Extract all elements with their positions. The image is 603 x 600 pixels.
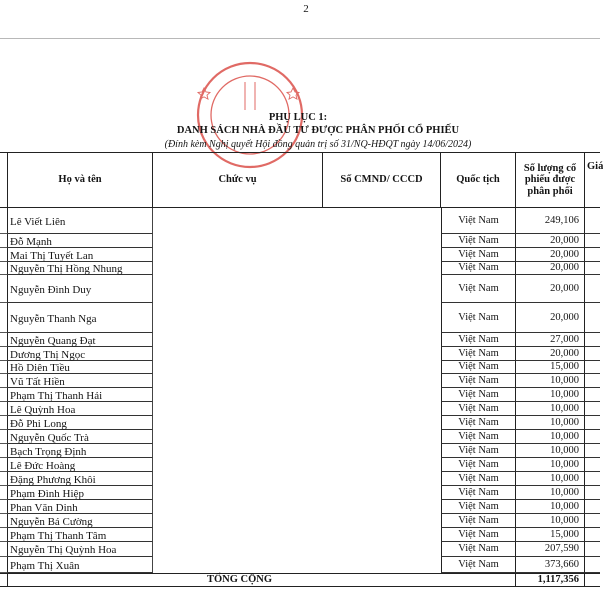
position-cell bbox=[153, 458, 323, 472]
price-cell bbox=[585, 333, 600, 347]
id-number-cell bbox=[323, 347, 441, 361]
id-number-cell bbox=[323, 303, 441, 333]
price-cell bbox=[585, 234, 600, 248]
stt-cell bbox=[0, 472, 8, 486]
total-price-cell bbox=[585, 573, 600, 587]
shares-cell: 20,000 bbox=[516, 234, 585, 248]
shares-cell: 10,000 bbox=[516, 374, 585, 388]
stt-cell bbox=[0, 500, 8, 514]
stt-cell bbox=[0, 458, 8, 472]
investor-name: Dương Thị Ngọc bbox=[8, 347, 153, 361]
id-number-cell bbox=[323, 557, 441, 573]
id-number-cell bbox=[323, 374, 441, 388]
id-number-cell bbox=[323, 486, 441, 500]
nationality-cell: Việt Nam bbox=[441, 458, 516, 472]
page-top-rule bbox=[0, 38, 600, 39]
stt-cell bbox=[0, 486, 8, 500]
id-number-cell bbox=[323, 208, 441, 234]
table-row bbox=[0, 303, 600, 333]
investor-name: Đỗ Mạnh bbox=[8, 234, 153, 248]
price-cell bbox=[585, 458, 600, 472]
id-number-cell bbox=[323, 444, 441, 458]
nationality-cell: Việt Nam bbox=[441, 402, 516, 416]
shares-cell: 10,000 bbox=[516, 514, 585, 528]
price-cell bbox=[585, 402, 600, 416]
header-shares: Số lượng cổ phiếu được phân phối bbox=[516, 152, 585, 208]
header-id-number: Số CMND/ CCCD bbox=[323, 152, 441, 208]
price-cell bbox=[585, 514, 600, 528]
stt-cell bbox=[0, 430, 8, 444]
nationality-cell: Việt Nam bbox=[441, 430, 516, 444]
shares-cell: 10,000 bbox=[516, 388, 585, 402]
position-cell bbox=[153, 208, 323, 234]
stt-cell bbox=[0, 542, 8, 557]
investor-name: Lê Quỳnh Hoa bbox=[8, 402, 153, 416]
position-cell bbox=[153, 333, 323, 347]
shares-cell: 10,000 bbox=[516, 458, 585, 472]
id-number-cell bbox=[323, 388, 441, 402]
table-row bbox=[0, 444, 600, 458]
shares-cell: 20,000 bbox=[516, 275, 585, 303]
stt-cell bbox=[0, 262, 8, 275]
investor-name: Vũ Tất Hiền bbox=[8, 374, 153, 388]
position-cell bbox=[153, 347, 323, 361]
nationality-cell: Việt Nam bbox=[441, 486, 516, 500]
price-cell bbox=[585, 472, 600, 486]
price-cell bbox=[585, 542, 600, 557]
stt-cell bbox=[0, 388, 8, 402]
shares-cell: 20,000 bbox=[516, 262, 585, 275]
investor-name: Phan Văn Dinh bbox=[8, 500, 153, 514]
investor-allocation-table bbox=[0, 152, 603, 588]
nationality-cell: Việt Nam bbox=[441, 500, 516, 514]
price-cell bbox=[585, 557, 600, 573]
shares-cell: 20,000 bbox=[516, 347, 585, 361]
table-row bbox=[0, 347, 600, 361]
shares-cell: 10,000 bbox=[516, 416, 585, 430]
table-row bbox=[0, 275, 600, 303]
nationality-cell: Việt Nam bbox=[441, 416, 516, 430]
id-number-cell bbox=[323, 402, 441, 416]
stt-cell bbox=[0, 275, 8, 303]
nationality-cell: Việt Nam bbox=[441, 248, 516, 262]
price-cell bbox=[585, 248, 600, 262]
appendix-label: PHỤ LỤC 1: bbox=[268, 112, 328, 123]
stt-cell bbox=[0, 303, 8, 333]
id-number-cell bbox=[323, 275, 441, 303]
table-row bbox=[0, 500, 600, 514]
position-cell bbox=[153, 234, 323, 248]
shares-cell: 15,000 bbox=[516, 528, 585, 542]
position-cell bbox=[153, 361, 323, 374]
investor-name: Phạm Thị Xuân bbox=[8, 557, 153, 573]
document-title: DANH SÁCH NHÀ ĐẦU TƯ ĐƯỢC PHÂN PHỐI CỔ PHIẾU bbox=[176, 125, 460, 136]
id-number-cell bbox=[323, 514, 441, 528]
table-row bbox=[0, 430, 600, 444]
table-row bbox=[0, 557, 600, 573]
price-cell bbox=[585, 444, 600, 458]
id-number-cell bbox=[323, 472, 441, 486]
investor-name: Nguyễn Đình Duy bbox=[8, 275, 153, 303]
nationality-cell: Việt Nam bbox=[441, 208, 516, 234]
nationality-cell: Việt Nam bbox=[441, 303, 516, 333]
shares-cell: 10,000 bbox=[516, 486, 585, 500]
stt-cell bbox=[0, 402, 8, 416]
shares-cell: 10,000 bbox=[516, 402, 585, 416]
nationality-cell: Việt Nam bbox=[441, 444, 516, 458]
position-cell bbox=[153, 402, 323, 416]
nationality-cell: Việt Nam bbox=[441, 347, 516, 361]
page-number: 2 bbox=[303, 3, 309, 15]
position-cell bbox=[153, 472, 323, 486]
table-row bbox=[0, 374, 600, 388]
id-number-cell bbox=[323, 262, 441, 275]
header-price: Giá bbox=[585, 152, 600, 208]
nationality-cell: Việt Nam bbox=[441, 234, 516, 248]
id-number-cell bbox=[323, 430, 441, 444]
shares-cell: 27,000 bbox=[516, 333, 585, 347]
price-cell bbox=[585, 528, 600, 542]
investor-name: Lê Viết Liên bbox=[8, 208, 153, 234]
header-stt-cell bbox=[0, 152, 8, 208]
nationality-cell: Việt Nam bbox=[441, 472, 516, 486]
price-cell bbox=[585, 500, 600, 514]
position-cell bbox=[153, 388, 323, 402]
position-cell bbox=[153, 430, 323, 444]
nationality-cell: Việt Nam bbox=[441, 557, 516, 573]
stt-cell bbox=[0, 416, 8, 430]
position-cell bbox=[153, 303, 323, 333]
investor-name: Nguyễn Thanh Nga bbox=[8, 303, 153, 333]
stt-cell bbox=[0, 361, 8, 374]
table-row bbox=[0, 528, 600, 542]
position-cell bbox=[153, 262, 323, 275]
nationality-cell: Việt Nam bbox=[441, 374, 516, 388]
price-cell bbox=[585, 388, 600, 402]
price-cell bbox=[585, 303, 600, 333]
nationality-cell: Việt Nam bbox=[441, 514, 516, 528]
id-number-cell bbox=[323, 528, 441, 542]
total-row bbox=[0, 573, 600, 587]
stt-cell bbox=[0, 347, 8, 361]
price-cell bbox=[585, 486, 600, 500]
nationality-cell: Việt Nam bbox=[441, 361, 516, 374]
nationality-cell: Việt Nam bbox=[441, 333, 516, 347]
table-row bbox=[0, 542, 600, 557]
shares-cell: 249,106 bbox=[516, 208, 585, 234]
shares-cell: 10,000 bbox=[516, 430, 585, 444]
table-row bbox=[0, 388, 600, 402]
investor-name: Mai Thị Tuyết Lan bbox=[8, 248, 153, 262]
price-cell bbox=[585, 430, 600, 444]
investor-name: Phạm Đình Hiệp bbox=[8, 486, 153, 500]
stt-cell bbox=[0, 444, 8, 458]
id-number-cell bbox=[323, 500, 441, 514]
position-cell bbox=[153, 444, 323, 458]
header-nationality: Quốc tịch bbox=[441, 152, 516, 208]
table-row bbox=[0, 248, 600, 262]
investor-name: Nguyễn Quang Đạt bbox=[8, 333, 153, 347]
company-seal-stamp bbox=[190, 58, 310, 116]
shares-cell: 10,000 bbox=[516, 500, 585, 514]
id-number-cell bbox=[323, 361, 441, 374]
position-cell bbox=[153, 500, 323, 514]
investor-name: Nguyễn Thị Quỳnh Hoa bbox=[8, 542, 153, 557]
table-header-row bbox=[0, 152, 603, 208]
investor-name: Đỗ Phi Long bbox=[8, 416, 153, 430]
table-row bbox=[0, 208, 600, 234]
position-cell bbox=[153, 416, 323, 430]
price-cell bbox=[585, 416, 600, 430]
position-cell bbox=[153, 486, 323, 500]
investor-name: Hồ Diên Tiều bbox=[8, 361, 153, 374]
position-cell bbox=[153, 557, 323, 573]
table-row bbox=[0, 234, 600, 248]
table-row bbox=[0, 402, 600, 416]
position-cell bbox=[153, 514, 323, 528]
position-cell bbox=[153, 248, 323, 262]
price-cell bbox=[585, 361, 600, 374]
table-row bbox=[0, 514, 600, 528]
position-cell bbox=[153, 528, 323, 542]
shares-cell: 20,000 bbox=[516, 248, 585, 262]
investor-name: Nguyễn Bá Cường bbox=[8, 514, 153, 528]
shares-cell: 15,000 bbox=[516, 361, 585, 374]
stt-cell bbox=[0, 208, 8, 234]
investor-name: Lê Đức Hoàng bbox=[8, 458, 153, 472]
investor-name: Phạm Thị Thanh Hải bbox=[8, 388, 153, 402]
shares-cell: 20,000 bbox=[516, 303, 585, 333]
position-cell bbox=[153, 275, 323, 303]
investor-name: Phạm Thị Thanh Tâm bbox=[8, 528, 153, 542]
stt-cell bbox=[0, 248, 8, 262]
table-row bbox=[0, 458, 600, 472]
table-row bbox=[0, 333, 600, 347]
stt-cell bbox=[0, 528, 8, 542]
table-row bbox=[0, 361, 600, 374]
shares-cell: 10,000 bbox=[516, 472, 585, 486]
id-number-cell bbox=[323, 458, 441, 472]
id-number-cell bbox=[323, 333, 441, 347]
stt-cell bbox=[0, 333, 8, 347]
price-cell bbox=[585, 374, 600, 388]
price-cell bbox=[585, 275, 600, 303]
stt-cell bbox=[0, 557, 8, 573]
shares-cell: 10,000 bbox=[516, 444, 585, 458]
investor-name: Nguyễn Quốc Trà bbox=[8, 430, 153, 444]
stt-cell bbox=[0, 234, 8, 248]
table-row bbox=[0, 416, 600, 430]
nationality-cell: Việt Nam bbox=[441, 528, 516, 542]
price-cell bbox=[585, 262, 600, 275]
table-row bbox=[0, 486, 600, 500]
total-shares: 1,117,356 bbox=[516, 573, 585, 587]
investor-name: Đặng Phương Khôi bbox=[8, 472, 153, 486]
nationality-cell: Việt Nam bbox=[441, 275, 516, 303]
id-number-cell bbox=[323, 416, 441, 430]
nationality-cell: Việt Nam bbox=[441, 262, 516, 275]
id-number-cell bbox=[323, 234, 441, 248]
total-label: TỔNG CỘNG bbox=[8, 573, 516, 587]
header-position: Chức vụ bbox=[153, 152, 323, 208]
nationality-cell: Việt Nam bbox=[441, 388, 516, 402]
total-stt-cell bbox=[0, 573, 8, 587]
nationality-cell: Việt Nam bbox=[441, 542, 516, 557]
document-subtitle: (Đính kèm Nghị quyết Hội đồng quản trị số 31/NQ-HĐQT ngày 14/06/2024) bbox=[164, 139, 472, 150]
stt-cell bbox=[0, 374, 8, 388]
investor-name: Nguyễn Thị Hồng Nhung bbox=[8, 262, 153, 275]
position-cell bbox=[153, 374, 323, 388]
shares-cell: 373,660 bbox=[516, 557, 585, 573]
price-cell bbox=[585, 347, 600, 361]
table-row bbox=[0, 262, 600, 275]
investor-name: Bạch Trọng Định bbox=[8, 444, 153, 458]
table-row bbox=[0, 472, 600, 486]
price-cell bbox=[585, 208, 600, 234]
shares-cell: 207,590 bbox=[516, 542, 585, 557]
stt-cell bbox=[0, 514, 8, 528]
header-name: Họ và tên bbox=[8, 152, 153, 208]
id-number-cell bbox=[323, 248, 441, 262]
position-cell bbox=[153, 542, 323, 557]
id-number-cell bbox=[323, 542, 441, 557]
